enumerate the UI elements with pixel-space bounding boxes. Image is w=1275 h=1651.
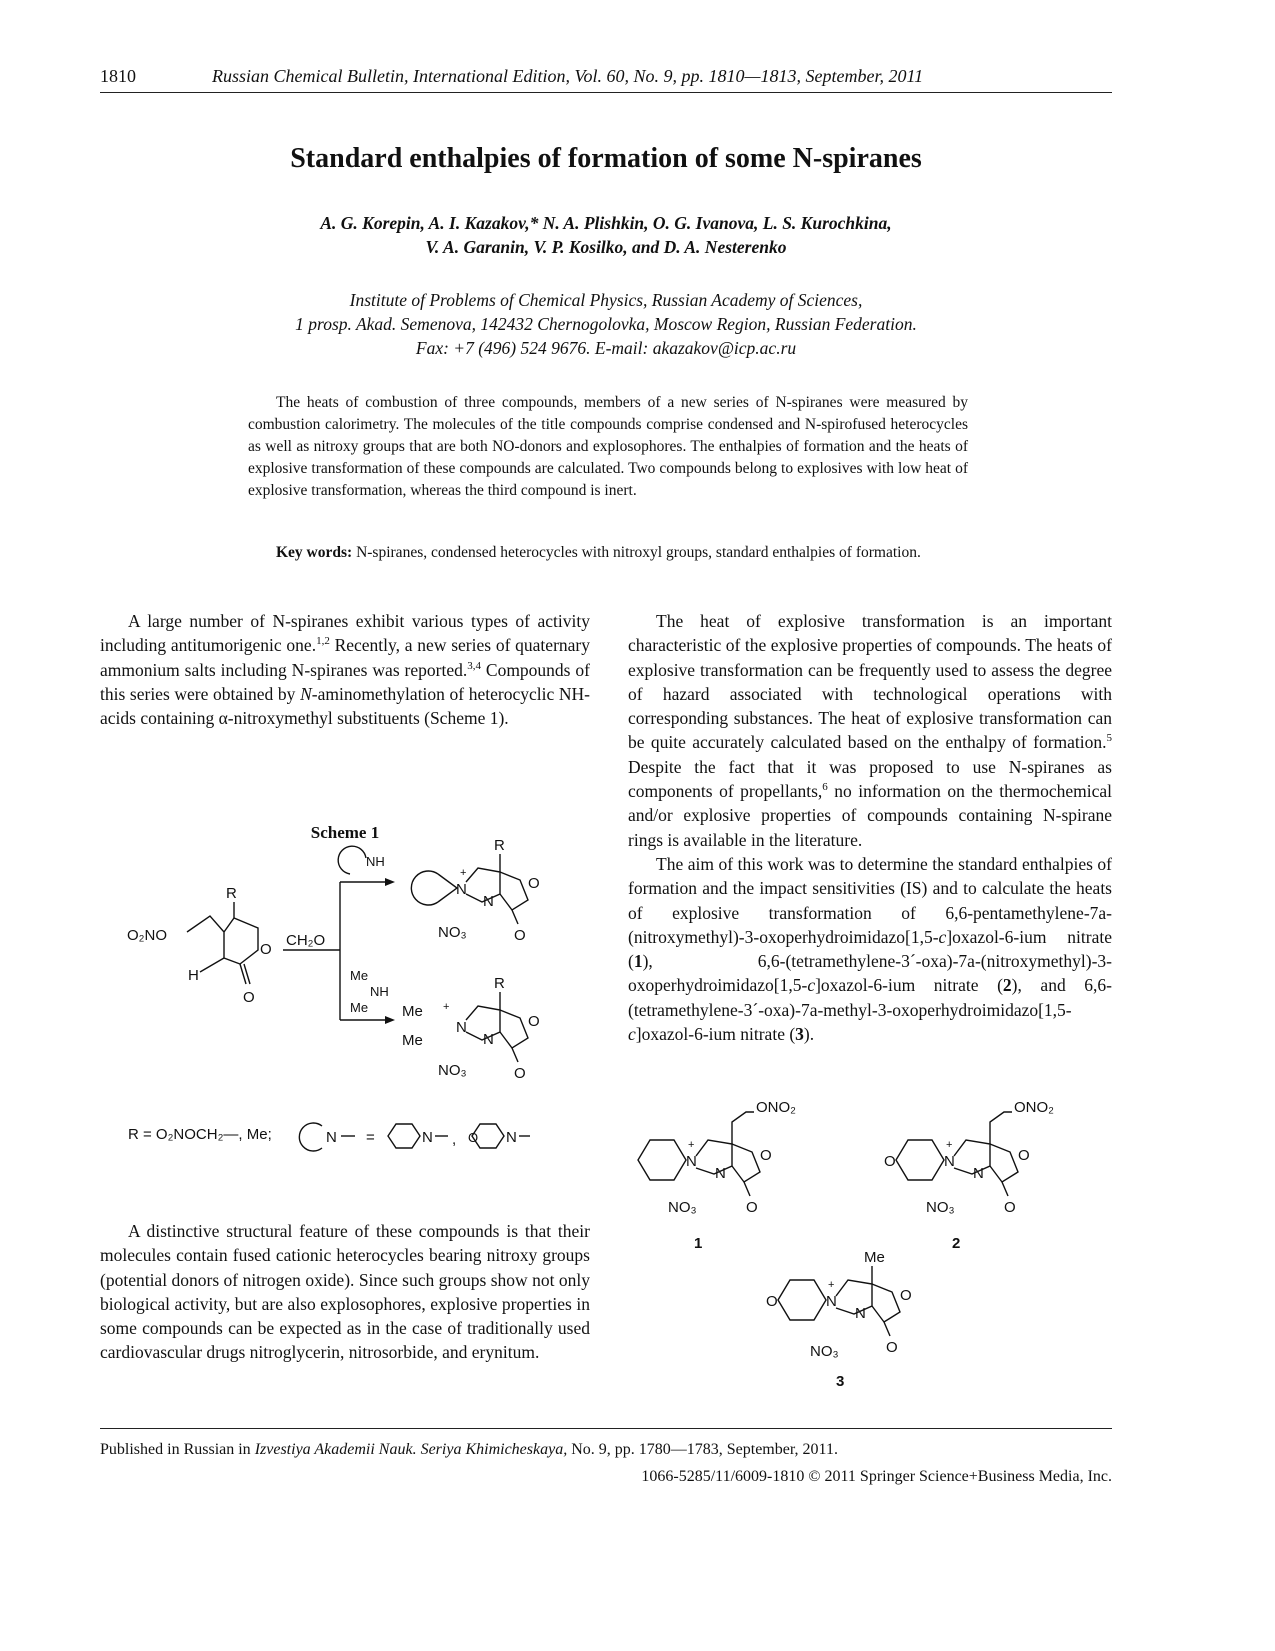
svg-text:+: + [828, 1279, 835, 1291]
compound-2-label: 2 [952, 1235, 961, 1252]
svg-text:O: O [1004, 1199, 1016, 1216]
compound-3-structure [778, 1266, 900, 1336]
nitrate-label: NO₃ [810, 1343, 839, 1360]
svg-text:N: N [483, 1031, 494, 1048]
svg-text:NH: NH [366, 854, 385, 869]
copyright-line: 1066-5285/11/6009-1810 © 2011 Springer Science+Business Media, Inc. [641, 1468, 1112, 1485]
header-rule [100, 92, 1112, 93]
svg-text:Me: Me [402, 1003, 423, 1020]
article-title: Standard enthalpies of formation of some N-spiranes [290, 143, 922, 174]
keywords [248, 542, 968, 564]
product-top-structure [411, 854, 528, 924]
scheme-r-label: R [226, 885, 237, 902]
body-paragraph: A distinctive structural feature of these compounds is that their molecules contain fused cationic heterocycles bearing nitroxy groups (potential donors of nitrogen oxide). Since such groups show not only biological activity, but are also explosophores, explosive properties in some compounds can be expected as in the case of traditionally used cardiovascular drugs nitroglycerin, nitrosorbide, and erynitum. [100, 1221, 590, 1363]
svg-text:NH: NH [370, 984, 389, 999]
compound-1-structure [638, 1112, 760, 1196]
left-column-structure-text [100, 1219, 590, 1365]
reaction-arrows [283, 882, 385, 1020]
journal-name: Izvestiya Akademii Nauk. Seriya Khimicheskaya, [254, 1441, 568, 1458]
svg-text:Me: Me [864, 1249, 885, 1266]
svg-text:+: + [688, 1139, 695, 1151]
arrow-head-icon [385, 1016, 395, 1024]
svg-text:O: O [746, 1199, 758, 1216]
abstract: The heats of combustion of three compounds, members of a new series of N-spiranes were measured by combustion calorimetry. The molecules of the title compounds comprise condensed and N-spirofused heterocycles as well as nitroxy groups that are both NO-donors and explosophores. The enthalpies of formation and the heats of explosive transformation of these compounds are calculated. Two compounds belong to explosives with low heat of explosive transformation, whereas the third compound is inert. [248, 394, 968, 499]
svg-text:N: N [715, 1165, 726, 1182]
arrow-head-icon [385, 878, 395, 886]
svg-text:Me: Me [350, 968, 369, 983]
citation-ref: 5 [1106, 732, 1112, 745]
nitrate-label: NO₃ [438, 924, 467, 941]
authors [150, 211, 1062, 259]
ono2-label: ONO₂ [756, 1099, 796, 1116]
svg-text:N: N [483, 893, 494, 910]
affiliation-line-3: Fax: +7 (496) 524 9676. E-mail: akazakov@icp.ac.ru [415, 338, 797, 358]
svg-text:+: + [460, 867, 467, 879]
right-column-text [628, 609, 1112, 1046]
svg-text:N: N [855, 1305, 866, 1322]
svg-text:O: O [900, 1287, 912, 1304]
affiliation-line-1: Institute of Problems of Chemical Physics, Russian Academy of Sciences, [349, 290, 863, 310]
svg-text:R: R [494, 837, 505, 854]
svg-text:O: O [528, 875, 540, 892]
svg-text:O: O [243, 989, 255, 1006]
nitrate-label: NO₃ [668, 1199, 697, 1216]
svg-text:O: O [760, 1147, 772, 1164]
svg-text:O: O [514, 1065, 526, 1082]
footer-rule [100, 1428, 1112, 1429]
scheme-label: Scheme 1 [310, 823, 380, 842]
ch2o-label: CH₂O [286, 932, 326, 949]
svg-text:O: O [884, 1153, 896, 1170]
authors-line-2: V. A. Garanin, V. P. Kosilko, and D. A. Nesterenko [425, 237, 787, 257]
body-paragraph: The aim of this work was to determine the standard enthalpies of formation and the impact sensitivities (IS) and to calculate the heats of explosive transformation of 6,6-pentamethylene-7a-(nitroxymethyl)-3-oxoperhydroimidazo[1,5-c]oxazol-6-ium nitrate (1), 6,6-(tetramethylene-3´-oxa)-7a-(nitroxymethyl)-3-oxoperhydroimidazo[1,5-c]oxazol-6-ium nitrate (2), and 6,6-(tetramethylene-3´-oxa)-7a-methyl-3-oxoperhydroimidazo[1,5-c]oxazol-6-ium nitrate (3). [628, 853, 1112, 1045]
compounds-figure [628, 1099, 1112, 1418]
left-column-intro [100, 609, 590, 730]
svg-text:N: N [944, 1153, 955, 1170]
compound-3-label: 3 [836, 1373, 845, 1390]
product-bottom-structure [466, 992, 528, 1062]
svg-text:O: O [1018, 1147, 1030, 1164]
ono2-label: ONO₂ [1014, 1099, 1054, 1116]
svg-text:+: + [443, 1001, 450, 1013]
page-number: 1810 [100, 66, 136, 86]
svg-text:N: N [826, 1293, 837, 1310]
svg-text:N: N [456, 1019, 467, 1036]
svg-text:N: N [456, 881, 467, 898]
piperidine-icon [388, 1124, 420, 1148]
nitrate-label: NO₃ [926, 1199, 955, 1216]
svg-text:N: N [326, 1129, 337, 1146]
citation-ref: 1,2 [316, 635, 330, 648]
keywords-label: Key words: [276, 544, 353, 561]
publication-note: Published in Russian in Izvestiya Akademii Nauk. Seriya Khimicheskaya, No. 9, pp. 1780—1783, September, 2011. [100, 1441, 838, 1458]
svg-text:N: N [686, 1153, 697, 1170]
svg-text:N: N [422, 1129, 433, 1146]
compound-1-label: 1 [694, 1235, 703, 1252]
cyclic-amine-icon [299, 1123, 322, 1151]
svg-text:O: O [766, 1293, 778, 1310]
o2no-label: O₂NO [127, 927, 167, 944]
citation-ref: 6 [822, 781, 828, 794]
svg-text:O: O [514, 927, 526, 944]
svg-text:O: O [528, 1013, 540, 1030]
affiliation [150, 288, 1062, 360]
keywords-text: N-spiranes, condensed heterocycles with nitroxyl groups, standard enthalpies of formation. [356, 544, 921, 561]
r-definition: R = O₂NOCH₂—, Me; [128, 1126, 272, 1143]
compound-2-structure [896, 1112, 1018, 1196]
body-paragraph: A large number of N-spiranes exhibit various types of activity including antitumorigenic one.$^{1,2}$ Recently, a new series of quaternary ammonium salts including N-spiranes was reported.$^{3,4}$ Compounds of this series were obtained by N-aminomethylation of heterocyclic NH-acids containing α-nitroxymethyl substituents (Scheme 1). [100, 611, 590, 729]
svg-text:O: O [468, 1130, 479, 1145]
svg-text:N: N [973, 1165, 984, 1182]
svg-text:O: O [260, 941, 272, 958]
svg-text:N: N [506, 1129, 517, 1146]
scheme-1-figure [100, 837, 590, 1220]
pyrrolidine-icon [338, 846, 366, 874]
svg-text:H: H [188, 967, 199, 984]
authors-line-1: A. G. Korepin, A. I. Kazakov,* N. A. Plishkin, O. G. Ivanova, L. S. Kurochkina, [320, 213, 892, 233]
citation-ref: 3,4 [467, 659, 481, 672]
svg-text:Me: Me [402, 1032, 423, 1049]
nitrate-label: NO₃ [438, 1062, 467, 1079]
svg-text:+: + [946, 1139, 953, 1151]
svg-text:O: O [886, 1339, 898, 1356]
affiliation-line-2: 1 prosp. Akad. Semenova, 142432 Chernogolovka, Moscow Region, Russian Federation. [295, 314, 917, 334]
svg-text:=: = [366, 1129, 375, 1146]
body-paragraph: The heat of explosive transformation is an important characteristic of the explosive properties of compounds. The heats of explosive transformation can be frequently used to assess the degree of hazard associated with technological operations with corresponding substances. The heat of explosive transformation can be quite accurately calculated based on the enthalpy of formation.$^5$ Despite the fact that it was proposed to use N-spiranes as components of propellants,$^6$ no information on the thermochemical and/or explosive properties of compounds containing N-spirane rings is available in the literature. [628, 611, 1112, 850]
svg-text:,: , [452, 1131, 457, 1148]
running-title: Russian Chemical Bulletin, International Edition, Vol. 60, No. 9, pp. 1810—1813, September, 2011 [212, 66, 924, 86]
svg-text:Me: Me [350, 1000, 369, 1015]
svg-text:R: R [494, 975, 505, 992]
